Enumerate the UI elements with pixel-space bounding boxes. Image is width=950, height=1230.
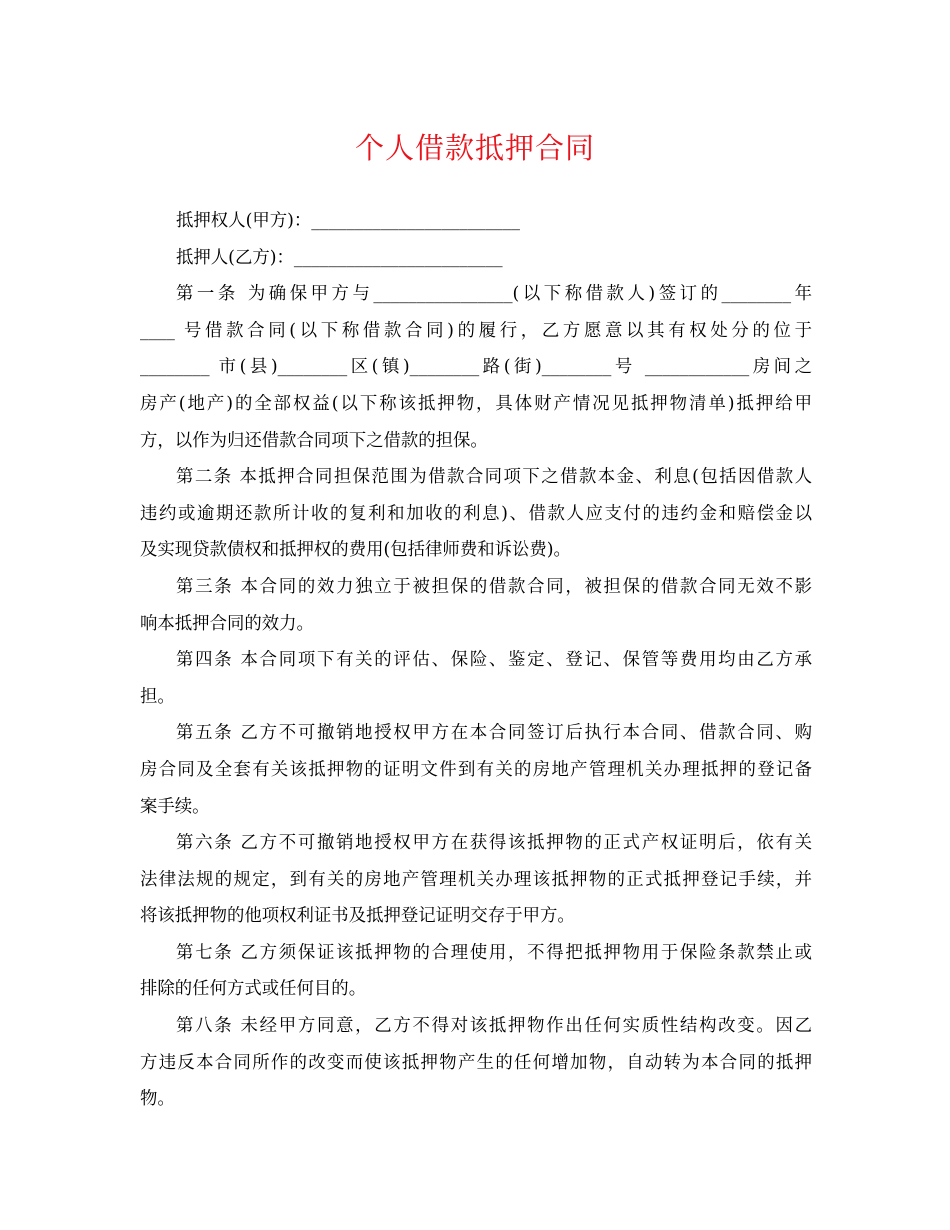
article-2-line-3: 及实现贷款债权和抵押权的费用(包括律师费和诉讼费)。 [140, 540, 571, 561]
article-7-line-2: 排除的任何方式或任何目的。 [140, 979, 367, 1000]
article-3-line-2: 响本抵押合同的效力。 [140, 613, 314, 634]
article-4-line-2: 担。 [140, 686, 175, 707]
article-1-line-4: 房产(地产)的全部权益(以下称该抵押物，具体财产情况见抵押物清单)抵押给甲 [140, 393, 812, 414]
article-3-line-1: 第三条 本合同的效力独立于被担保的借款合同，被担保的借款合同无效不影 [176, 576, 812, 597]
article-2-line-1: 第二条 本抵押合同担保范围为借款合同项下之借款本金、利息(包括因借款人 [176, 467, 812, 488]
article-1-line-5: 方，以作为归还借款合同项下之借款的担保。 [140, 430, 488, 451]
mortgagee-line: 抵押权人(甲方)：________________________ [176, 211, 520, 231]
article-8-line-3: 物。 [140, 1089, 175, 1110]
article-5-line-3: 案手续。 [140, 796, 210, 817]
article-6-line-2: 法律法规的规定，到有关的房地产管理机关办理该抵押物的正式抵押登记手续，并 [140, 869, 812, 890]
document-title: 个人借款抵押合同 [354, 131, 595, 165]
article-2-line-2: 违约或逾期还款所计收的复利和加收的利息)、借款人应支付的违约金和赔偿金以 [140, 503, 812, 524]
article-1-line-3: ________ 市(县)________区(镇)________路(街)________号 ____________房间之 [140, 357, 812, 378]
article-5-line-2: 房合同及全套有关该抵押物的证明文件到有关的房地产管理机关办理抵押的登记备 [140, 759, 812, 780]
article-7-line-1: 第七条 乙方须保证该抵押物的合理使用，不得把抵押物用于保险条款禁止或 [176, 942, 812, 963]
article-4-line-1: 第四条 本合同项下有关的评估、保险、鉴定、登记、保管等费用均由乙方承 [176, 650, 812, 671]
article-6-line-3: 将该抵押物的他项权利证书及抵押登记证明交存于甲方。 [140, 906, 575, 927]
article-5-line-1: 第五条 乙方不可撤销地授权甲方在本合同签订后执行本合同、借款合同、购 [176, 723, 812, 744]
article-6-line-1: 第六条 乙方不可撤销地授权甲方在获得该抵押物的正式产权证明后，依有关 [176, 833, 812, 854]
article-8-line-2: 方违反本合同所作的改变而使该抵押物产生的任何增加物，自动转为本合同的抵押 [140, 1052, 812, 1073]
article-1-line-2: ____ 号借款合同(以下称借款合同)的履行，乙方愿意以其有权处分的位于 [140, 320, 812, 341]
mortgagor-line: 抵押人(乙方)：________________________ [176, 247, 503, 268]
article-8-line-1: 第八条 未经甲方同意，乙方不得对该抵押物作出任何实质性结构改变。因乙 [176, 1016, 812, 1037]
article-1-line-1: 第一条 为确保甲方与________________(以下称借款人)签订的________年 [176, 284, 812, 305]
document-body [140, 203, 812, 1118]
